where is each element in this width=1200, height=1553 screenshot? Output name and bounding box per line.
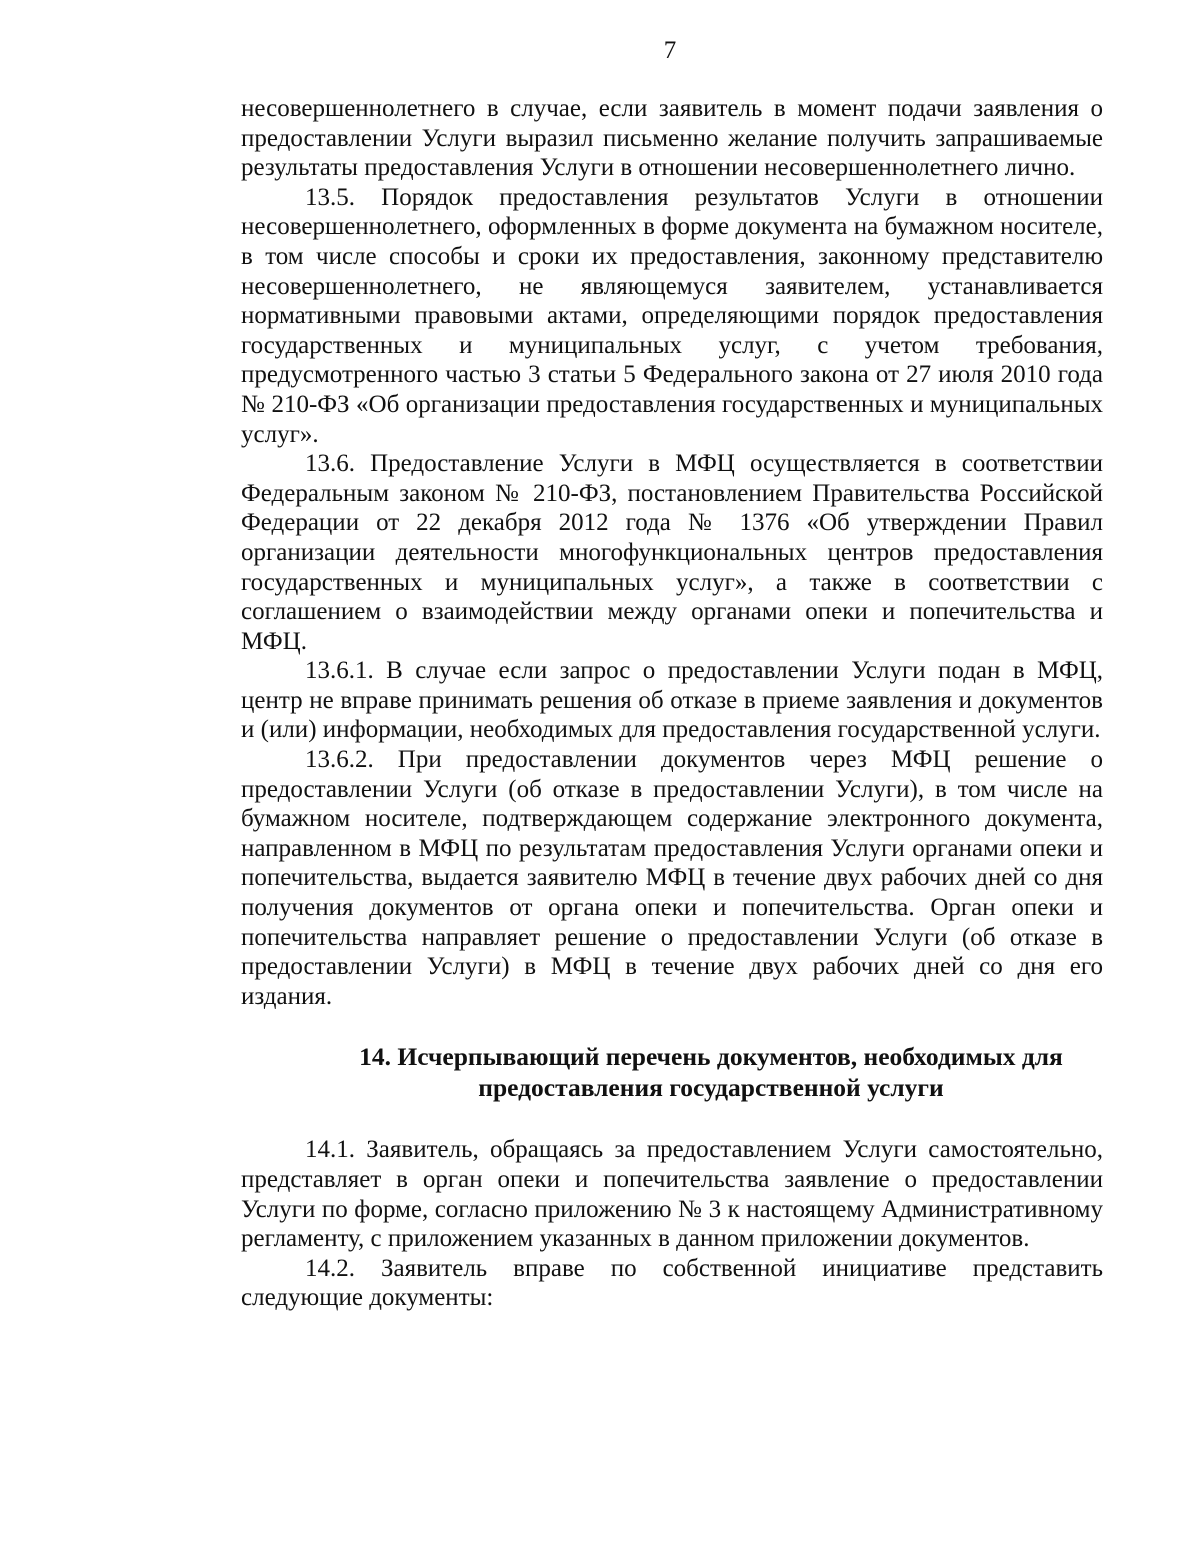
paragraph-13-6: 13.6. Предоставление Услуги в МФЦ осуществляется в соответствии Федеральным законом № 210-ФЗ, постановлением Правительства Российской Федерации от 22 декабря 2012 года № 1376 «Об утверждении Правил организации деятельности многофункциональных центров предоставления государственных и муниципальных услуг», а также в соответствии с соглашением о взаимодействии между органами опеки и попечительства и МФЦ. <box>241 450 1103 655</box>
paragraph-13-6-2: 13.6.2. При предоставлении документов через МФЦ решение о предоставлении Услуги (об отказе в предоставлении Услуги), в том числе на бумажном носителе, подтверждающем содержание электронного документа, направленном в МФЦ по результатам предоставления Услуги органами опеки и попечительства, выдается заявителю МФЦ в течение двух рабочих дней со дня получения документов от органа опеки и попечительства. Орган опеки и попечительства направляет решение о предоставлении Услуги (об отказе в предоставлении Услуги) в МФЦ в течение двух рабочих дней со дня его издания. <box>241 746 1103 1010</box>
paragraph-continuation: несовершеннолетнего в случае, если заявитель в момент подачи заявления о предоставлении Услуги выразил письменно желание получить запрашиваемые результаты предоставления Услуги в отношении несовершеннолетнего лично. <box>241 95 1103 182</box>
document-body <box>241 94 1103 1313</box>
paragraph-14-1: 14.1. Заявитель, обращаясь за предоставлением Услуги самостоятельно, представляет в орган опеки и попечительства заявление о предоставлении Услуги по форме, согласно приложению № 3 к настоящему Административному регламенту, с приложением указанных в данном приложении документов. <box>241 1136 1103 1253</box>
page-number: 7 <box>663 37 677 64</box>
paragraph-14-2: 14.2. Заявитель вправе по собственной инициативе представить следующие документы: <box>241 1254 1103 1312</box>
paragraph-13-5: 13.5. Порядок предоставления результатов Услуги в отношении несовершеннолетнего, оформленных в форме документа на бумажном носителе, в том числе способы и сроки их предоставления, законному представителю несовершеннолетнего, не являющемуся заявителем, устанавливается нормативными правовыми актами, определяющими порядок предоставления государственных и муниципальных услуг, с учетом требования, предусмотренного частью 3 статьи 5 Федерального закона от 27 июля 2010 года № 210-ФЗ «Об организации предоставления государственных и муниципальных услуг». <box>241 183 1103 448</box>
section-14-heading: 14. Исчерпывающий перечень документов, необходимых для предоставления государственной услуги <box>359 1042 1063 1103</box>
paragraph-13-6-1: 13.6.1. В случае если запрос о предоставлении Услуги подан в МФЦ, центр не вправе принимать решения об отказе в приеме заявления и документов и (или) информации, необходимых для предоставления государственной услуги. <box>241 657 1103 744</box>
